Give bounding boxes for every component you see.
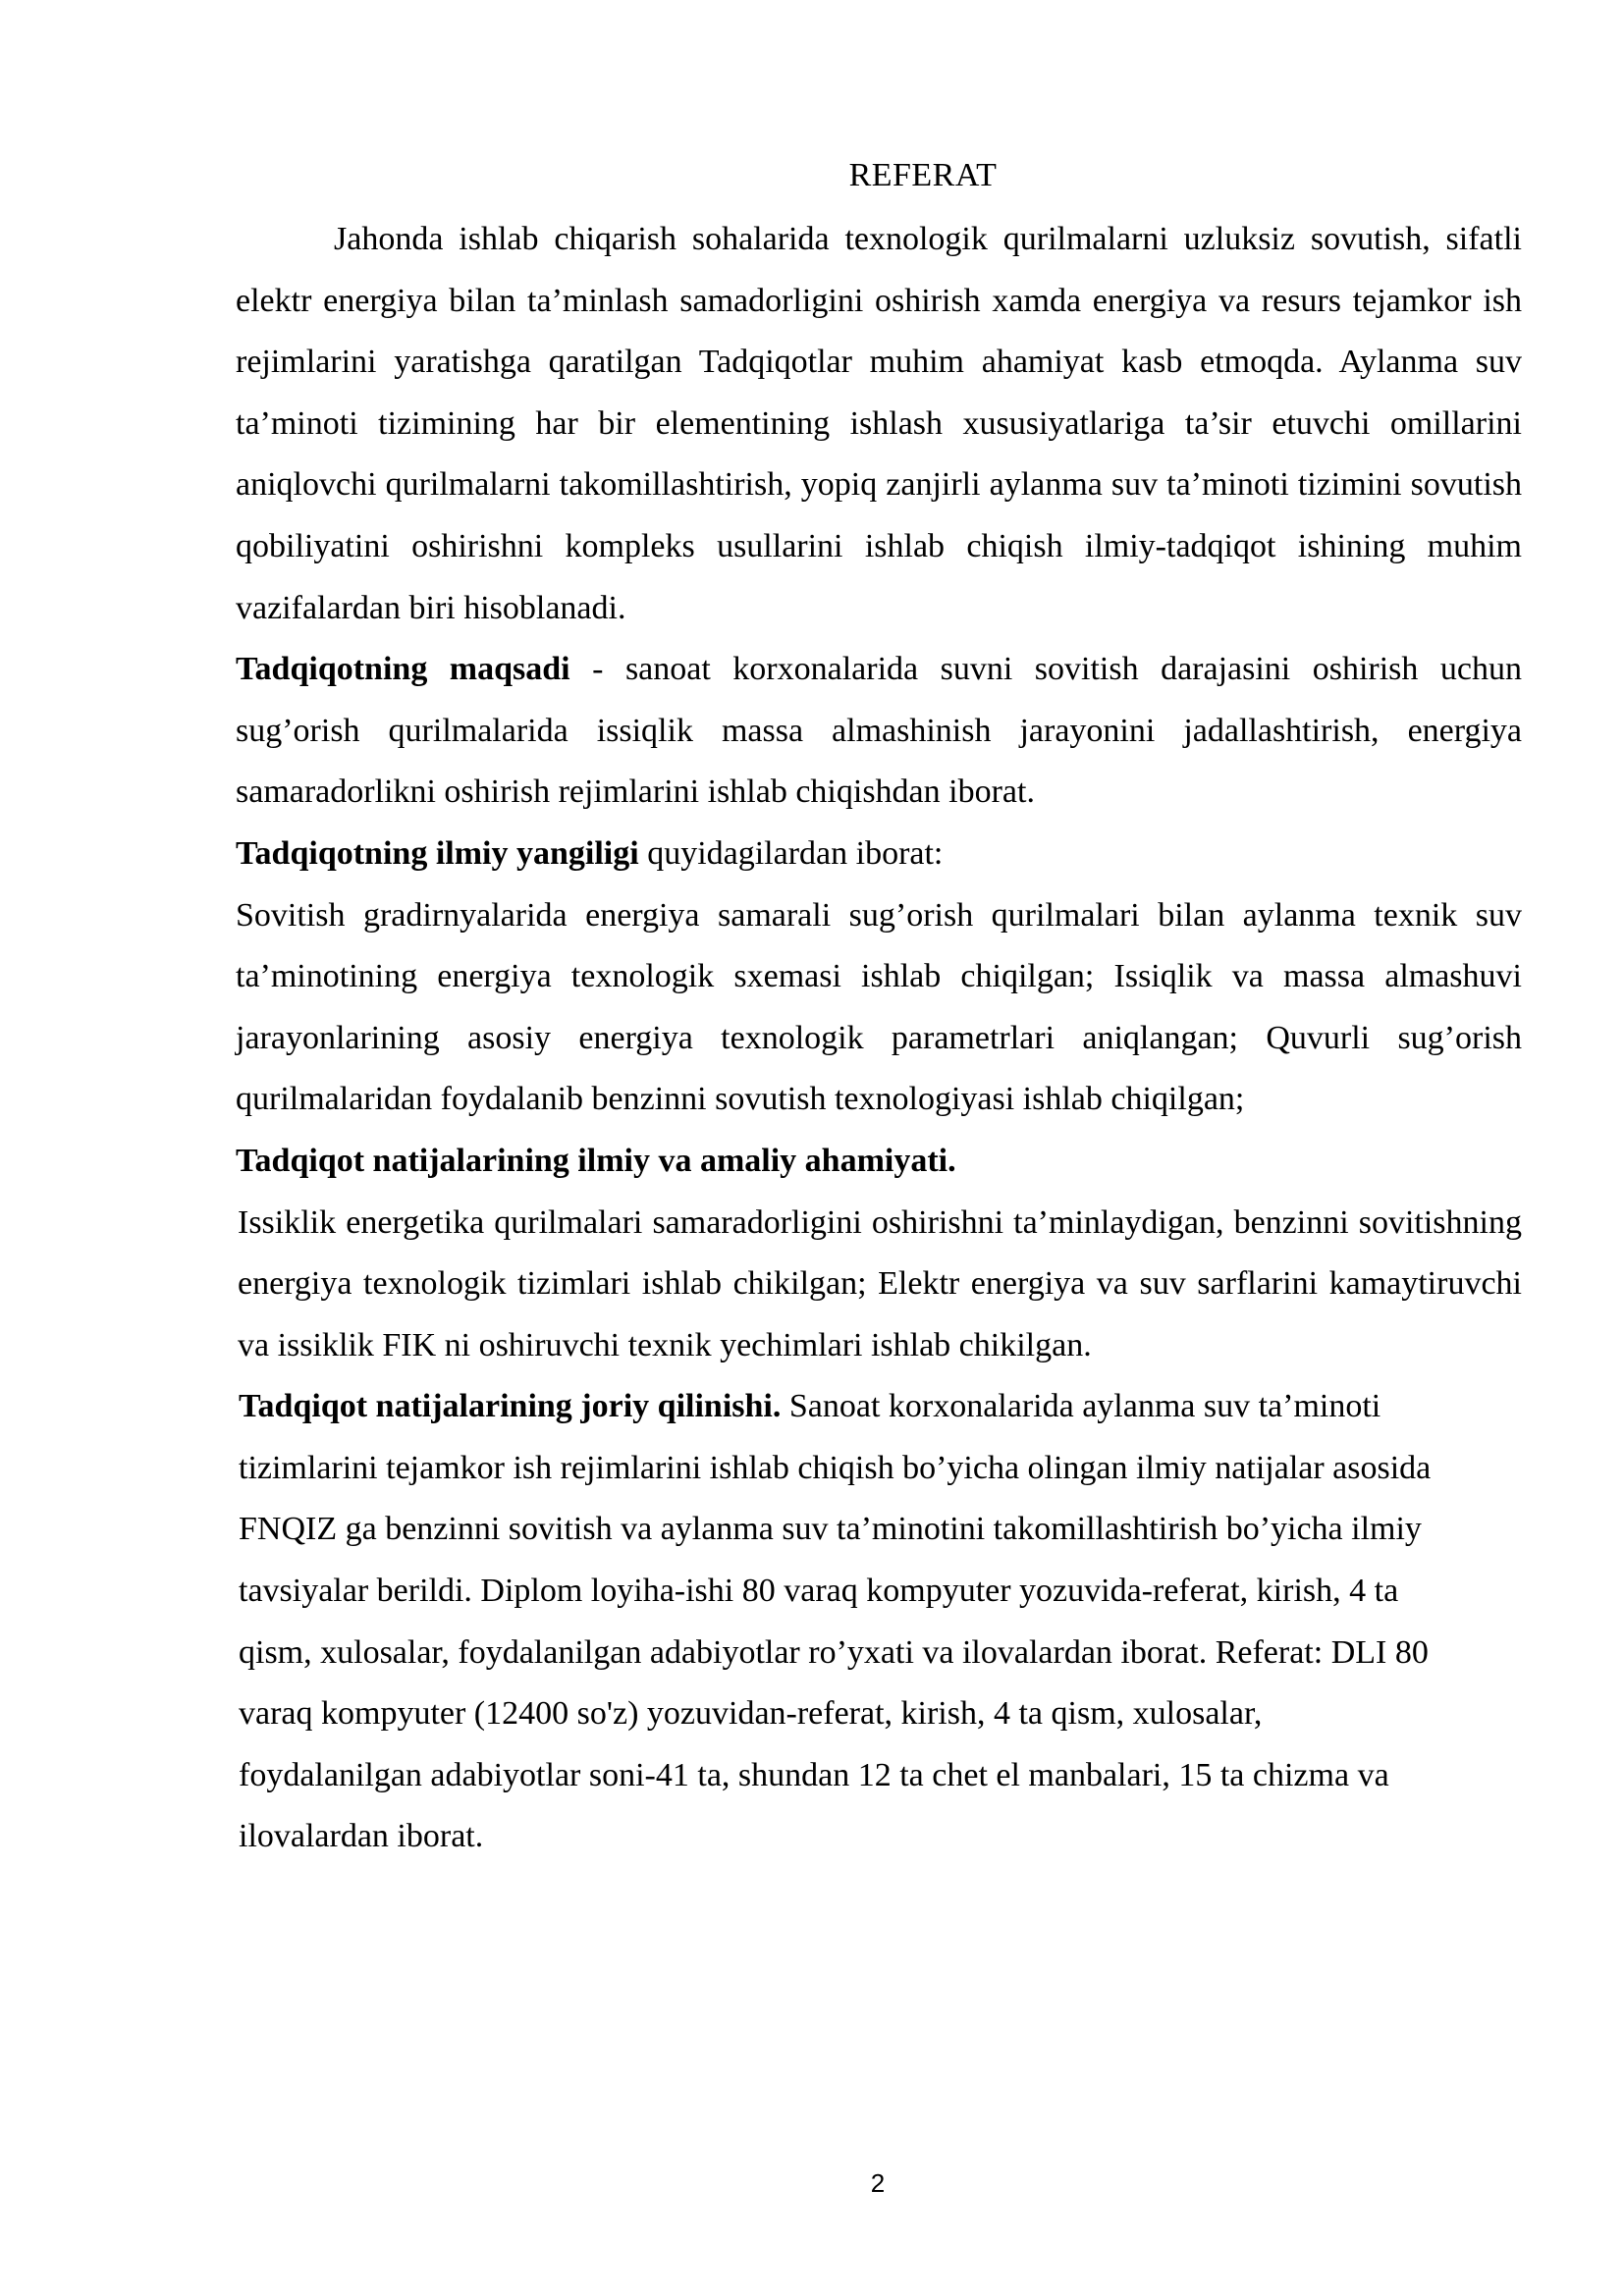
implementation-heading: Tadqiqot natijalarining joriy qilinishi.: [239, 1388, 782, 1425]
goal-text: - sanoat korxonalarida suvni sovitish darajasini oshirish uchun sug’orish qurilmalarida issiqlik massa almashinish jarayonini jadallashtirish, energiya samaradorlikni oshirish rejimlarini ishlab chiqishdan iborat.: [236, 651, 1523, 811]
novelty-heading-line: [236, 824, 1522, 885]
novelty-paragraph: Sovitish gradirnyalarida energiya samarali sug’orish qurilmalari bilan aylanma texnik suv ta’minotining energiya texnologik sxemasi ishlab chiqilgan; Issiqlik va massa almashuvi jarayonlarining asosiy energiya texnologik parametrlari aniqlangan; Quvurli sug’orish qurilmalaridan foydalanib benzinni sovutish texnologiyasi ishlab chiqilgan;: [236, 896, 1522, 1118]
page-number: 2: [870, 2168, 886, 2198]
goal-heading: Tadqiqotning maqsadi: [236, 651, 570, 688]
implementation-line: FNQIZ ga benzinni sovitish va aylanma suv ta’minotini takomillashtirish bo’yicha ilmiy: [239, 1511, 1422, 1548]
document-body: [236, 209, 1522, 1868]
goal-paragraph: [236, 639, 1522, 824]
implementation-line: qism, xulosalar, foydalanilgan adabiyotlar ro’yxati va ilovalardan iborat. Referat: DLI 80: [239, 1633, 1429, 1671]
significance-heading: Tadqiqot natijalarining ilmiy va amaliy ahamiyati.: [236, 1142, 956, 1179]
implementation-line: varaq kompyuter (12400 so'z) yozuvidan-referat, kirish, 4 ta qism, xulosalar,: [239, 1695, 1263, 1733]
implementation-line: ilovalardan iborat.: [239, 1818, 484, 1855]
significance-paragraph: Issiklik energetika qurilmalari samaradorligini oshirishni ta’minlaydigan, benzinni sovitishning energiya texnologik tizimlari ishlab chikilgan; Elektr energiya va suv sarflarini kamaytiruvchi va issiklik FIK ni oshiruvchi texnik yechimlari ishlab chikilgan.: [238, 1203, 1522, 1363]
implementation-line: tizimlarini tejamkor ish rejimlarini ishlab chiqish bo’yicha olingan ilmiy natijalar asosida: [239, 1449, 1432, 1486]
implementation-paragraph: [236, 1376, 1522, 1868]
implementation-text: Sanoat korxonalarida aylanma suv ta’minoti: [781, 1388, 1381, 1425]
implementation-line: [239, 1376, 1522, 1438]
document-title: REFERAT: [848, 157, 998, 193]
implementation-line: foydalanilgan adabiyotlar soni-41 ta, shundan 12 ta chet el manbalari, 15 ta chizma va: [239, 1756, 1389, 1793]
implementation-line: tavsiyalar berildi. Diplom loyiha-ishi 80 varaq kompyuter yozuvida-referat, kirish, 4 ta: [239, 1573, 1399, 1610]
intro-paragraph: Jahonda ishlab chiqarish sohalarida texnologik qurilmalarni uzluksiz sovutish, sifatli elektr energiya bilan ta’minlash samadorligini oshirish xamda energiya va resurs tejamkor ish rejimlarini yaratishga qaratilgan Tadqiqotlar muhim ahamiyat kasb etmoqda. Aylanma suv ta’minoti tizimining har bir elementining ishlash xususiyatlariga ta’sir etuvchi omillarini aniqlovchi qurilmalarni takomillashtirish, yopiq zanjirli aylanma suv ta’minoti tizimini sovutish qobiliyatini oshirishni kompleks usullarini ishlab chiqish ilmiy-tadqiqot ishining muhim vazifalardan biri hisoblanadi.: [236, 221, 1522, 626]
novelty-intro: quyidagilardan iborat:: [638, 834, 944, 872]
novelty-heading: Tadqiqotning ilmiy yangiligi: [236, 834, 639, 872]
